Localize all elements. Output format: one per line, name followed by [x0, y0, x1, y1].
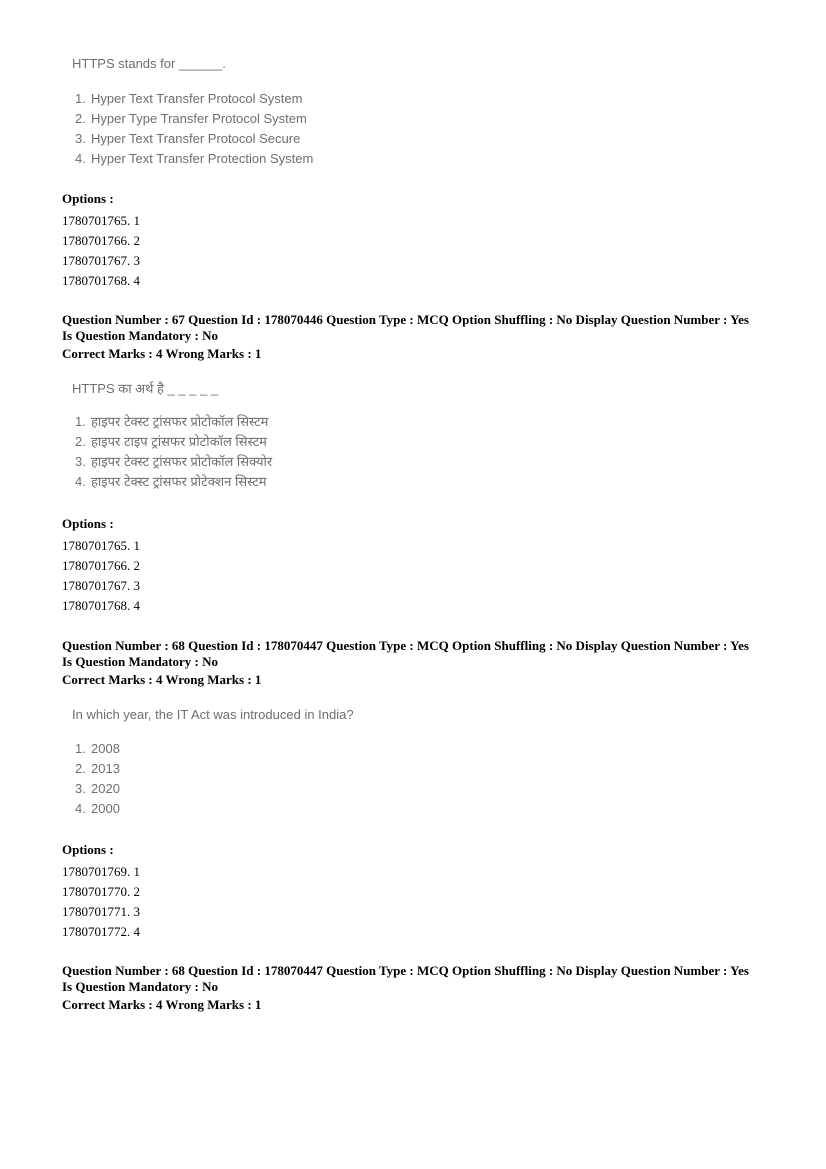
question-meta-68 — [62, 638, 782, 688]
choice-item — [72, 432, 272, 452]
choice-text: 2013 — [91, 761, 120, 776]
choice-item — [72, 472, 272, 492]
question-stem: HTTPS का अर्थ है _ _ _ _ _ — [72, 381, 219, 396]
option-item: 1780701769. 1 — [62, 864, 140, 879]
choice-item — [72, 149, 313, 169]
options-block-68 — [62, 842, 140, 942]
options-list — [62, 536, 140, 616]
option-item: 1780701768. 4 — [62, 273, 140, 288]
options-heading: Options : — [62, 516, 114, 531]
choice-item — [72, 739, 354, 759]
question-meta-line: Question Number : 68 Question Id : 178070447 Question Type : MCQ Option Shuffling : No Display Question Number : Yes — [62, 638, 749, 653]
choice-text: Hyper Text Transfer Protection System — [91, 151, 314, 166]
choice-number: 4. — [75, 474, 86, 489]
question-image-68 — [72, 707, 354, 819]
choice-number: 1. — [75, 91, 86, 106]
option-item: 1780701767. 3 — [62, 578, 140, 593]
choice-number: 4. — [75, 801, 86, 816]
options-list — [62, 211, 140, 291]
choice-text: 2020 — [91, 781, 120, 796]
question-image-66 — [72, 56, 313, 169]
question-stem: In which year, the IT Act was introduced in India? — [72, 707, 354, 722]
choice-item — [72, 779, 354, 799]
options-heading: Options : — [62, 842, 114, 857]
choice-text: हाइपर टेक्स्ट ट्रांसफर प्रोटोकॉल सिक्योर — [91, 454, 273, 469]
choice-item — [72, 89, 313, 109]
choice-text: हाइपर टाइप ट्रांसफर प्रोटोकॉल सिस्टम — [91, 434, 267, 449]
question-meta-line: Question Number : 68 Question Id : 178070447 Question Type : MCQ Option Shuffling : No Display Question Number : Yes — [62, 963, 749, 978]
choice-text: 2008 — [91, 741, 120, 756]
option-item: 1780701772. 4 — [62, 924, 140, 939]
choice-text: 2000 — [91, 801, 120, 816]
choice-number: 2. — [75, 434, 86, 449]
option-item: 1780701765. 1 — [62, 538, 140, 553]
choice-text: हाइपर टेक्स्ट ट्रांसफर प्रोटेक्शन सिस्टम — [91, 474, 267, 489]
options-heading: Options : — [62, 191, 114, 206]
choice-item — [72, 452, 272, 472]
choice-item — [72, 109, 313, 129]
option-item: 1780701766. 2 — [62, 233, 140, 248]
choice-item — [72, 412, 272, 432]
choice-number: 1. — [75, 741, 86, 756]
choice-item — [72, 129, 313, 149]
marks-line: Correct Marks : 4 Wrong Marks : 1 — [62, 346, 262, 361]
choice-list — [72, 739, 354, 819]
question-meta-line: Question Number : 67 Question Id : 178070446 Question Type : MCQ Option Shuffling : No Display Question Number : Yes — [62, 312, 749, 327]
question-stem: HTTPS stands for ______. — [72, 56, 226, 71]
choice-number: 1. — [75, 414, 86, 429]
mandatory-line: Is Question Mandatory : No — [62, 328, 219, 343]
choice-item — [72, 759, 354, 779]
choice-number: 3. — [75, 454, 86, 469]
choice-number: 2. — [75, 111, 86, 126]
option-item: 1780701770. 2 — [62, 884, 140, 899]
options-block-67 — [62, 516, 140, 616]
choice-text: Hyper Text Transfer Protocol System — [91, 91, 303, 106]
options-block-66 — [62, 191, 140, 291]
question-meta-67 — [62, 312, 782, 362]
option-item: 1780701768. 4 — [62, 598, 140, 613]
question-meta-68-repeat — [62, 963, 782, 1013]
option-item: 1780701771. 3 — [62, 904, 140, 919]
choice-item — [72, 799, 354, 819]
choice-text: हाइपर टेक्स्ट ट्रांसफर प्रोटोकॉल सिस्टम — [91, 414, 269, 429]
options-list — [62, 862, 140, 942]
choice-text: Hyper Text Transfer Protocol Secure — [91, 131, 301, 146]
choice-number: 2. — [75, 761, 86, 776]
option-item: 1780701766. 2 — [62, 558, 140, 573]
choice-number: 3. — [75, 131, 86, 146]
marks-line: Correct Marks : 4 Wrong Marks : 1 — [62, 672, 262, 687]
mandatory-line: Is Question Mandatory : No — [62, 654, 219, 669]
mandatory-line: Is Question Mandatory : No — [62, 979, 219, 994]
option-item: 1780701767. 3 — [62, 253, 140, 268]
question-image-67 — [72, 381, 272, 492]
marks-line: Correct Marks : 4 Wrong Marks : 1 — [62, 997, 262, 1012]
option-item: 1780701765. 1 — [62, 213, 140, 228]
choice-number: 4. — [75, 151, 86, 166]
choice-number: 3. — [75, 781, 86, 796]
choice-text: Hyper Type Transfer Protocol System — [91, 111, 307, 126]
choice-list — [72, 412, 272, 492]
choice-list — [72, 89, 313, 169]
